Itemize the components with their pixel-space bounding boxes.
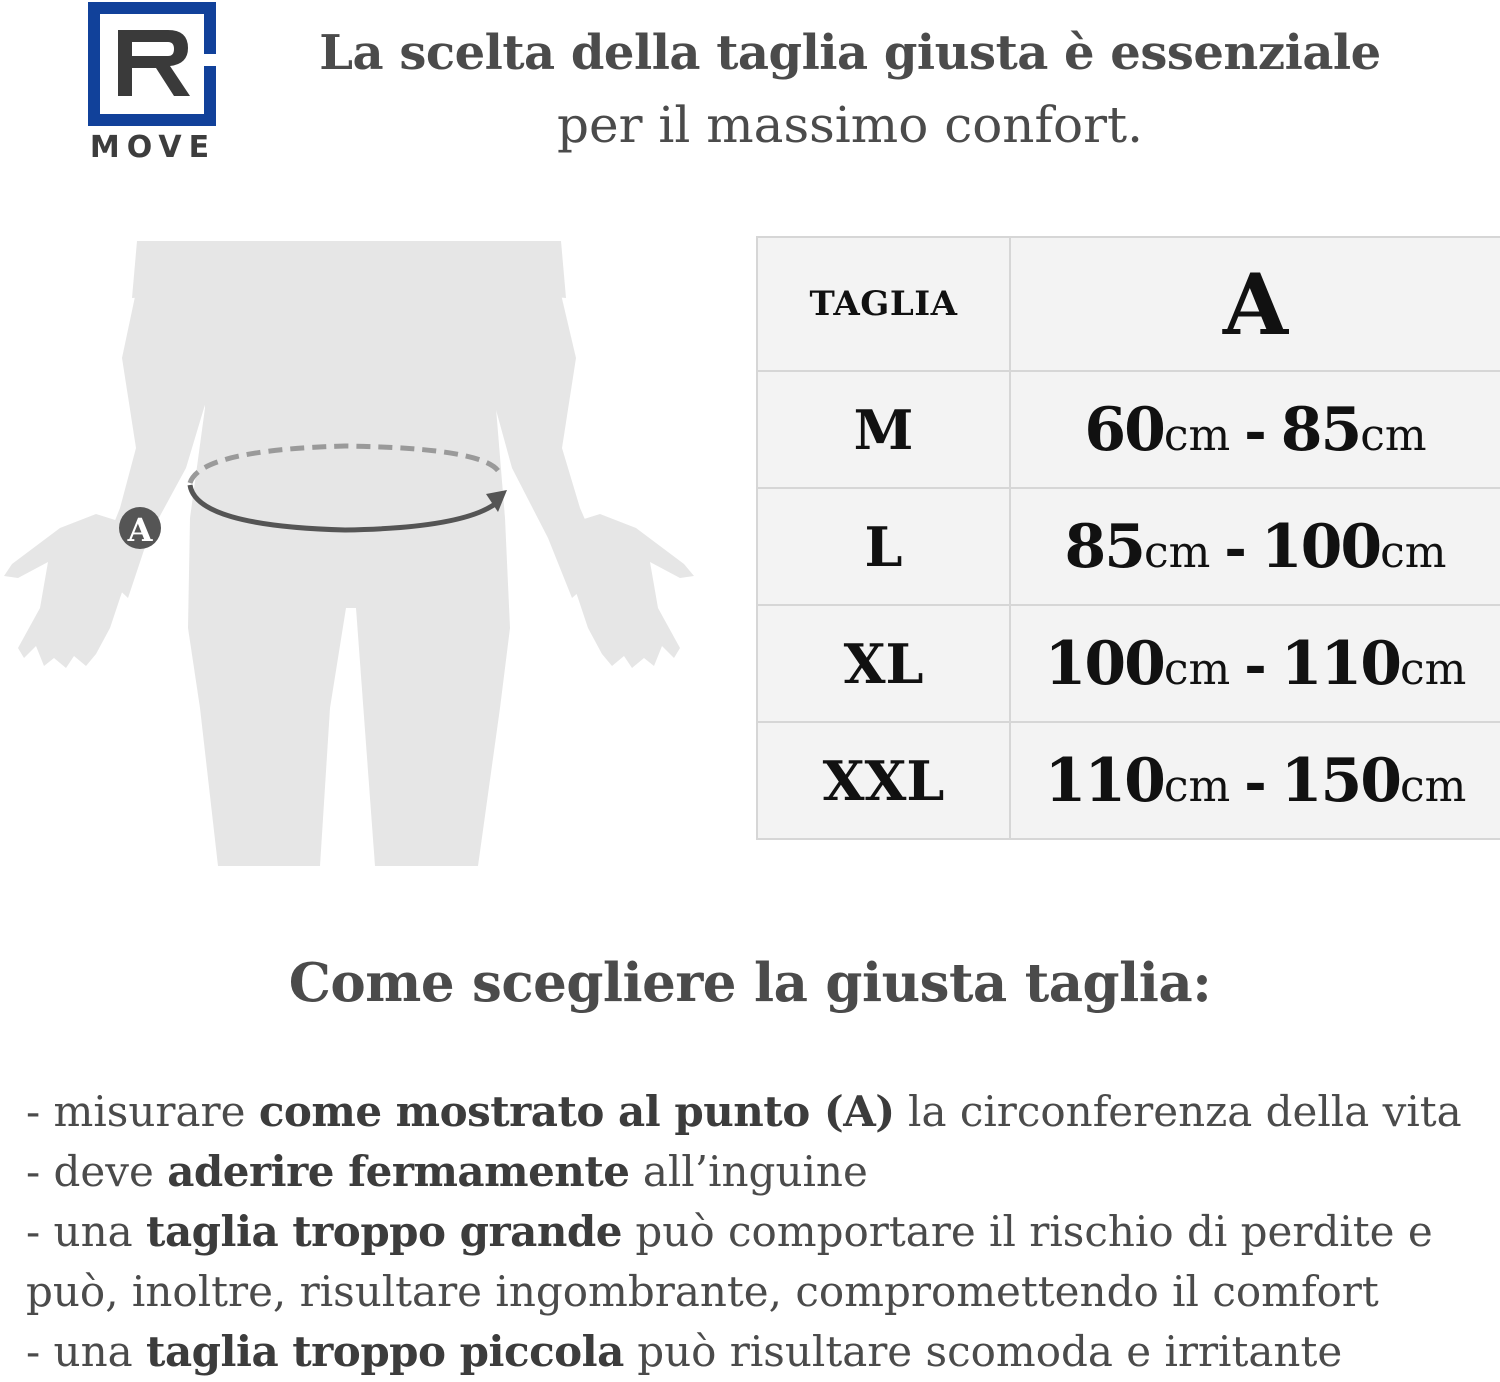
size-label: L [757, 488, 1010, 605]
headline-light: per il massimo confort. [556, 96, 1143, 154]
tip-line [26, 1082, 1496, 1142]
range-from: 85 [1064, 511, 1145, 582]
range-from: 100 [1044, 628, 1164, 699]
headline-bold: La scelta della taglia giusta è essenziale [319, 25, 1381, 81]
range-to: 110 [1280, 628, 1400, 699]
size-range [1010, 722, 1500, 839]
header-taglia: TAGLIA [757, 237, 1010, 371]
range-separator: - [1244, 398, 1267, 463]
range-separator: - [1244, 632, 1267, 697]
tip-line [26, 1262, 1496, 1322]
range-from-unit: cm [1163, 760, 1231, 812]
size-row-l [757, 488, 1500, 605]
tip-bold: come mostrato al punto (A) [258, 1087, 895, 1136]
tip-post: può comportare il rischio di perdite e [622, 1207, 1433, 1256]
tip-post: la circonferenza della vita [894, 1087, 1462, 1136]
range-to-unit: cm [1399, 643, 1467, 695]
size-label: XXL [757, 722, 1010, 839]
size-row-xxl [757, 722, 1500, 839]
tip-post: può risultare scomoda e irritante [623, 1327, 1343, 1376]
range-from-unit: cm [1163, 643, 1231, 695]
tip-pre: - misurare [26, 1087, 259, 1136]
tip-bold: taglia troppo grande [146, 1207, 623, 1256]
headline [240, 18, 1460, 162]
tip-pre: - una [26, 1207, 147, 1256]
size-table [756, 236, 1500, 840]
tip-bold: taglia troppo piccola [146, 1327, 624, 1376]
range-to-unit: cm [1380, 526, 1447, 578]
size-table-header [757, 237, 1500, 371]
tip-post: all’inguine [629, 1147, 868, 1196]
brand-logo [86, 2, 220, 165]
tip-line [26, 1142, 1496, 1202]
size-range [1010, 488, 1500, 605]
size-range [1010, 605, 1500, 722]
range-from-unit: cm [1144, 526, 1211, 578]
measure-point-label: A [127, 511, 153, 549]
header-measure-a: A [1010, 237, 1500, 371]
size-row-xl [757, 605, 1500, 722]
size-label: XL [757, 605, 1010, 722]
howto-title: Come scegliere la giusta taglia: [288, 952, 1212, 1014]
tip-post: può, inoltre, risultare ingombrante, compromettendo il comfort [26, 1267, 1379, 1316]
range-to: 150 [1280, 745, 1400, 816]
range-from: 60 [1084, 394, 1164, 465]
logo-wordmark: MOVE [89, 130, 217, 165]
tip-line [26, 1322, 1496, 1382]
size-row-m [757, 371, 1500, 488]
tip-line [26, 1202, 1496, 1262]
size-range [1010, 371, 1500, 488]
range-from: 110 [1044, 745, 1164, 816]
body-silhouette [0, 238, 700, 870]
range-separator: - [1244, 749, 1267, 814]
range-to-unit: cm [1360, 409, 1427, 461]
range-separator: - [1224, 515, 1247, 580]
range-to: 100 [1260, 511, 1381, 582]
tip-pre: - deve [26, 1147, 168, 1196]
tip-pre: - una [26, 1327, 147, 1376]
size-label: M [757, 371, 1010, 488]
range-to-unit: cm [1399, 760, 1467, 812]
logo-mark [86, 2, 220, 130]
tip-bold: aderire fermamente [167, 1147, 630, 1196]
range-from-unit: cm [1163, 409, 1231, 461]
range-to: 85 [1280, 394, 1361, 465]
body-silhouette-figure [0, 238, 700, 870]
tips-list [26, 1082, 1496, 1382]
